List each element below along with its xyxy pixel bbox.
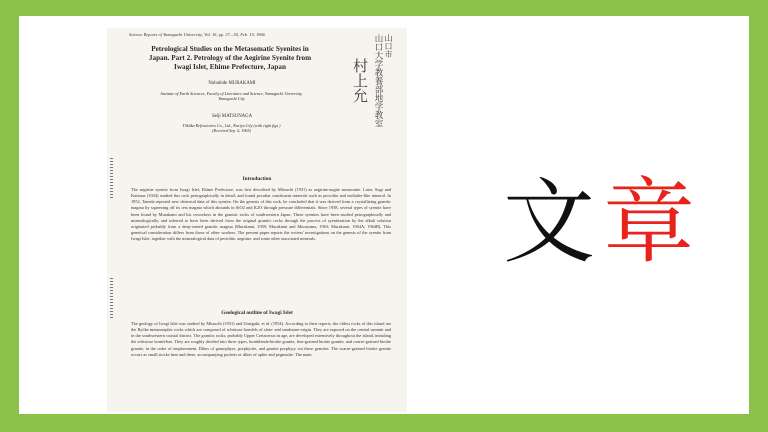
paper-title: Petrological Studies on the Metasomatic Syenites in Japan. Part 2. Petrology of the Aegirine Syenite from Iwagi Islet, Ehime Prefecture, Japan [148,45,312,71]
scanned-paper-page [107,28,407,412]
author-name: Nobuhide MURAKAMI [208,81,256,86]
binding-holes [110,158,113,200]
body-paragraph: The aegirine syenite from Iwagi Islet, Ehime Prefecture, was first described by Mitsuchi (1931) as aegirine-augite monzonite. Later, Sugi and Kutsuna (1944) studied this rock petrographically in detail, and found peculiar constituent minerals such as pectolite and eudialite-like mineral. In 1952, Taneda reported new chemical data of this syenite. On the genesis of this rock, he concluded that it was derived from a crystallizing granitic magma by squeezing off its rest magma which abounds in SiO2 and K2O through pressure differentials. Since 1958, several types of syenite have been found by Murakami and his coworkers in the granitic rocks of southwestern Japan. These syenites have been studied petrographically and mineralogically, and inferred to have been derived from the original granitic rocks through the process of syenitization by the alkali solution originated probably from a deep-seated granitic magma (Murakami, 1959; Murakami and Murayama, 1963; Murakami, 1964A; 1964B). This genetical consideration differs from those of other workers. The present paper reports the writers' investigations on the genesis of the syenite from Iwagi Islet, together with the mineralogical data of pectolite, aegirine, and some other associated minerals. [131,187,391,242]
stamp-text: 村上允 [351,58,367,103]
author-affiliation: Tōkōku Refractories Co., Ltd., Kariya City (with eight figs.) (Received Sep. 6, 1965) [182,123,281,133]
slide-canvas [19,16,749,414]
vertical-stamp [349,34,393,134]
author-name: Seiji MATSUNAGA [211,114,253,119]
stamp-text: 山口市 [384,34,393,58]
binding-holes [110,278,113,320]
kanji-character: 章 [603,169,696,276]
section-heading: Introduction [242,176,272,182]
stamp-text: 山口大学教養部地学教室 [374,34,384,128]
section-heading: Geological outline of Iwagi Islet [221,310,293,316]
journal-header: Science Reports of Yamaguchi University, Vol. 16, pp. 37—55, Feb. 15, 1966 [129,32,265,37]
author-affiliation: Institute of Earth Sciences, Faculty of Literature and Science, Yamaguchi University, Yamaguchi City [160,91,303,102]
body-paragraph: The geology of Iwagi Islet was studied by Mitsuchi (1931) and Umegaki, et al. (1954). According to their reports, the oldest rocks of this island are the Ryōke metamorphic rocks which are composed of schistose hornfels of slate- and sandstone-origin. They are exposed on the central summit and in the southwestern coastal district. The granitic rocks, probably Upper Cretaceous in age, are developed extensively throughout the island, intruding the schistose hornfelses. They are roughly divided into three types, hornblende-biotite granite, fine-grained biotite granite, and coarse-grained biotite granite, in the order of emplacement. Dikes of granophyre, porphyrite, and granite porphyry cut these granites. The coarse-grained biotite granite occurs as small stocks here and there, accompanying pockets or dikes of aplite and pegmatite. The main [131,321,391,357]
kanji-character: 文 [503,169,596,276]
